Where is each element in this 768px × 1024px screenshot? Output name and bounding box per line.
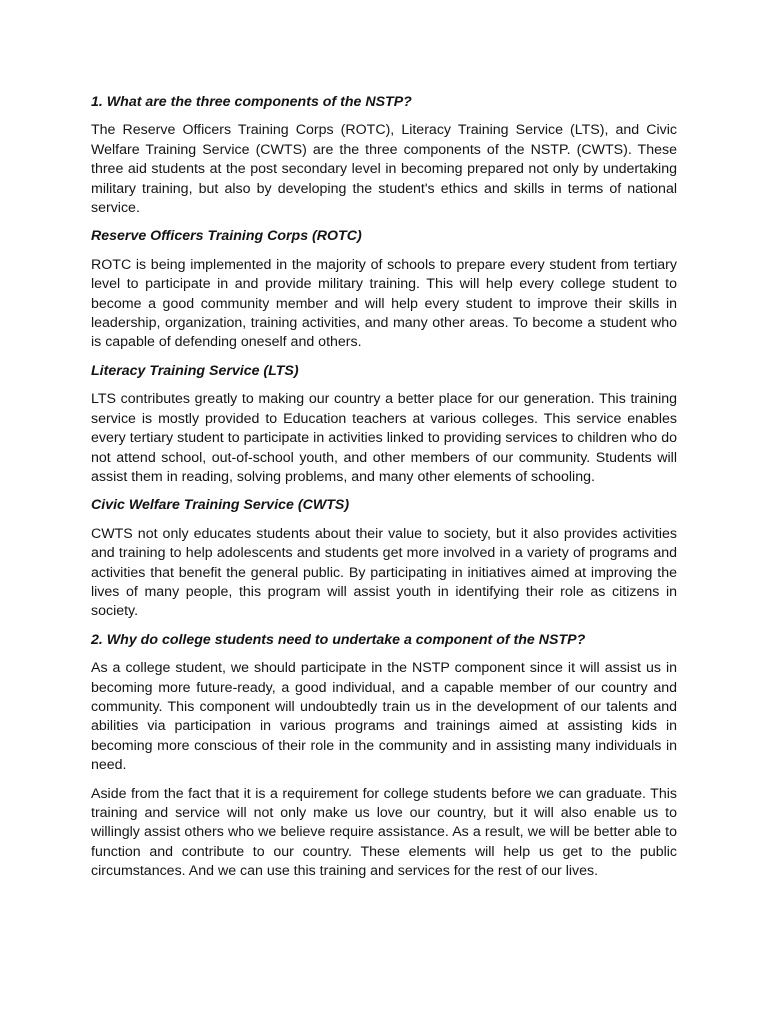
rotc-heading: Reserve Officers Training Corps (ROTC) [91,228,362,245]
lts-paragraph: LTS contributes greatly to making our country a better place for our generation. This training service is mostly provided to Education teachers at various colleges. This service enables every tertiary student to participate in activities linked to providing services to children who do not attend school, out-of-school youth, and other members of our community. Students will assist them in reading, solving problems, and many other elements of schooling. [91,391,677,485]
question-1-intro-paragraph: The Reserve Officers Training Corps (ROTC), Literacy Training Service (LTS), and Civic Welfare Training Service (CWTS) are the three components of the NSTP. (CWTS). These three aid students at the post secondary level in becoming prepared not only by undertaking military training, but also by developing the student's ethics and skills in terms of national service. [91,122,677,217]
lts-heading: Literacy Training Service (LTS) [91,362,299,379]
cwts-paragraph: CWTS not only educates students about their value to society, but it also provides activities and training to help adolescents and students get more involved in a variety of programs and activities that benefit the general public. By participating in initiatives aimed at improving the lives of many people, this program will assist youth in identifying their role as citizens in society. [91,525,677,620]
cwts-heading: Civic Welfare Training Service (CWTS) [91,497,350,514]
rotc-paragraph: ROTC is being implemented in the majority of schools to prepare every student from tertiary level to participate in and provide military training. This will help every college student to become a good community member and will help every student to improve their skills in leadership, organization, training activities, and many other areas. To become a student who is capable of defending oneself and others. [91,256,677,351]
document-page [91,93,677,891]
question-2-paragraph-1: As a college student, we should participate in the NSTP component since it will assist us in becoming more future-ready, a good individual, and a capable member of our country and community. This component will undoubtedly train us in the development of our talents and abilities via participation in various programs and trainings aimed at assisting kids in becoming more conscious of their role in the community and in assisting many individuals in need. [91,660,677,774]
question-2-heading: 2. Why do college students need to undertake a component of the NSTP? [91,631,586,648]
question-2-paragraph-2: Aside from the fact that it is a requirement for college students before we can graduate. This training and service will not only make us love our country, but it will also enable us to willingly assist others who we believe require assistance. As a result, we will be better able to function and contribute to our country. These elements will help us get to the public circumstances. And we can use this training and services for the rest of our lives. [91,785,677,880]
question-1-heading: 1. What are the three components of the NSTP? [91,94,412,110]
